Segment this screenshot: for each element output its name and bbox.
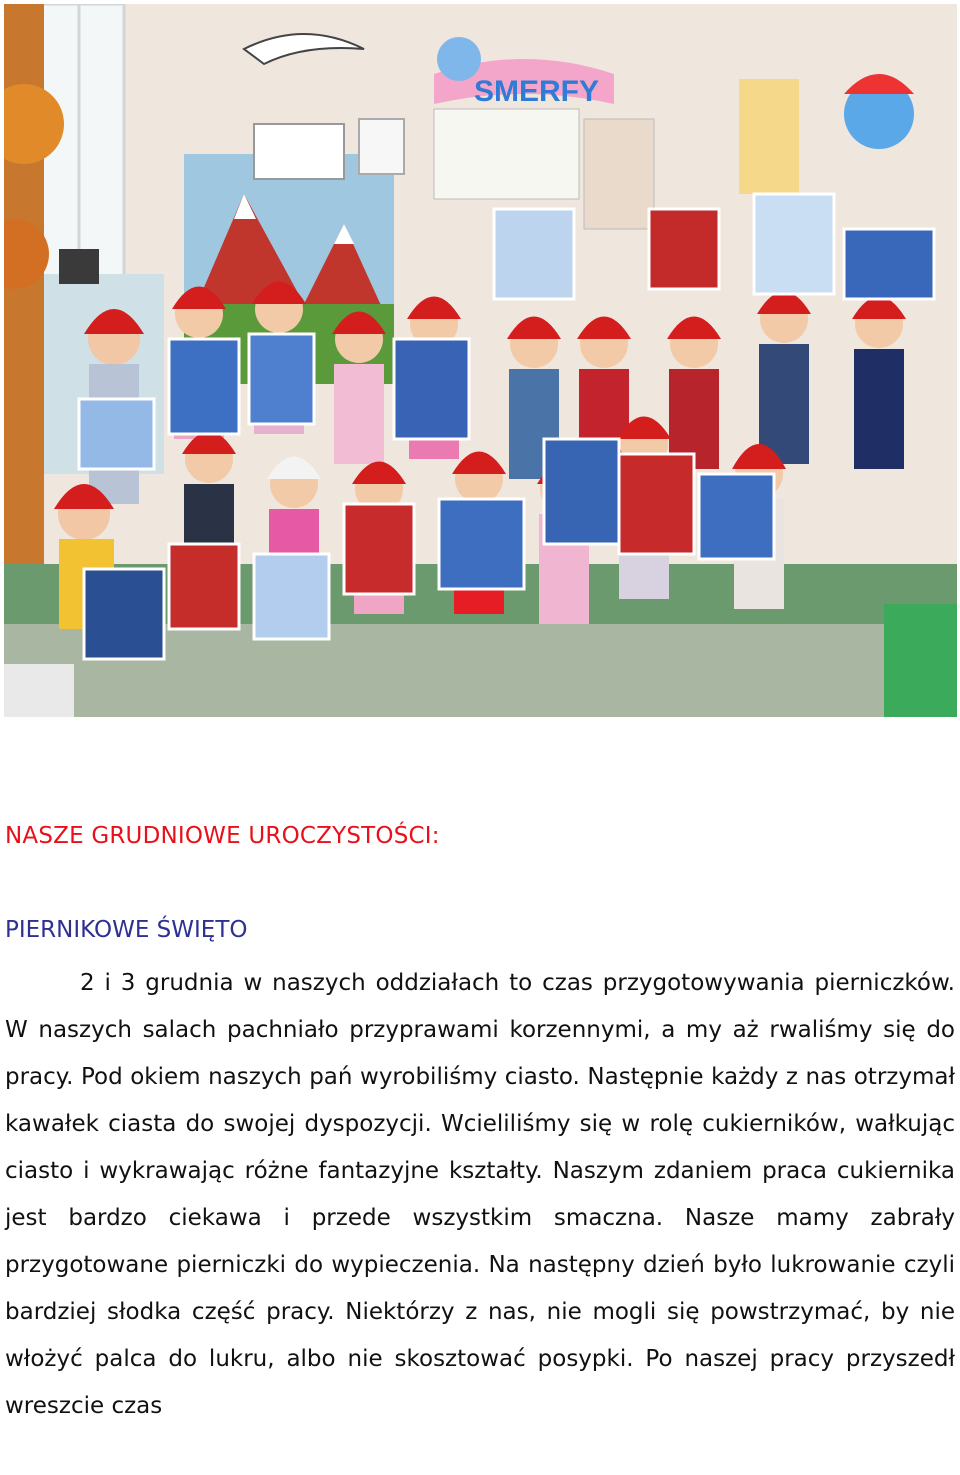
section-heading: NASZE GRUDNIOWE UROCZYSTOŚCI: — [5, 823, 440, 849]
article-paragraph: 2 i 3 grudnia w naszych oddziałach to czas przygotowywania pierniczków. W naszych salach pachniało przyprawami korzennymi, a my aż rwaliśmy się do pracy. Pod okiem naszych pań wyrobiliśmy ciasto. Następnie każdy z nas otrzymał kawałek ciasta do swojej dyspozycji. Wcieliliśmy się w rolę cukierników, wałkując ciasto i wykrawając różne fantazyjne kształty. Naszym zdaniem praca cukiernika jest bardzo ciekawa i przede wszystkim smaczna. Nasze mamy zabrały przygotowane pierniczki do wypieczenia. Na następny dzień było lukrowanie czyli bardziej słodka część pracy. Niektórzy z nas, nie mogli się powstrzymać, by nie włożyć palca do lukru, albo nie skosztować posypki. Po naszej pracy przyszedł wreszcie czas — [5, 970, 955, 1419]
box — [4, 664, 74, 717]
smerfy-sign: SMERFY — [474, 75, 600, 108]
electric-box — [254, 124, 344, 179]
group-photo-illustration — [4, 4, 957, 717]
chair — [884, 604, 957, 717]
speaker — [59, 249, 99, 284]
group-photo — [4, 4, 957, 717]
poster-birds — [434, 109, 579, 199]
section-subheading: PIERNIKOWE ŚWIĘTO — [5, 917, 248, 943]
